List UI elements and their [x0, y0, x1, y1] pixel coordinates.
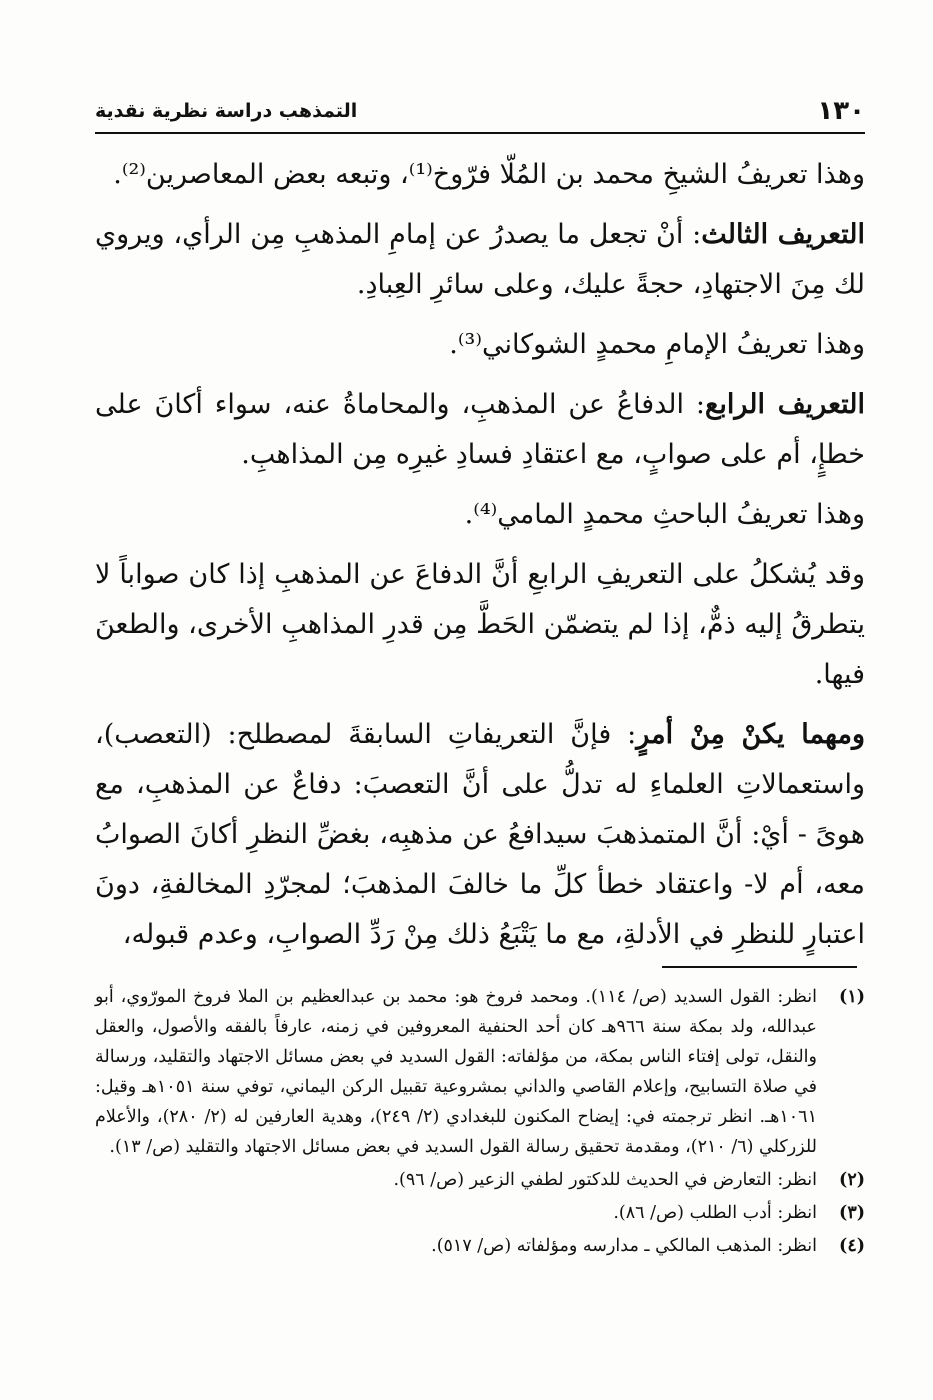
paragraph-3: وهذا تعريفُ الإمامِ محمدٍ الشوكاني⁽³⁾. [449, 329, 865, 360]
footnote-text: انظر: القول السديد (ص/ ١١٤). ومحمد فروخ هو: محمد بن عبدالعظيم بن الملا فروخ المورّوي، أبو عبدالله، ولد بمكة سنة ٩٦٦هـ كان أحد الحنفية المعروفين في زمنه، عارفاً بالفقه والأصول، والعقل والنقل، تولى إفتاء الناس بمكة، من مؤلفاته: القول السديد في بعض مسائل الاجتهاد والتقليد، ورسالة في صلاة التسابيح، وإعلام القاصي والداني بمشروعية تقبيل الركن اليماني، توفي سنة ١٠٥١هـ وقيل: ١٠٦١هـ. انظر ترجمته في: إيضاح المكنون للبغدادي (٢/ ٢٤٩)، وهدية العارفين له (٢/ ٢٨٠)، والأعلام للزركلي (٦/ ٢١٠)، ومقدمة تحقيق رسالة القول السديد في بعض مسائل الاجتهاد والتقليد (ص/ ١٣). [95, 987, 818, 1157]
conclusion-heading: ومهما يكنْ مِنْ أمرٍ [636, 719, 866, 750]
page-header [95, 96, 865, 134]
footnotes [95, 982, 865, 1264]
footnote-number: (١) [839, 987, 865, 1007]
conclusion-text: : فإنَّ التعريفاتِ السابقةَ لمصطلح: (التعصب)، واستعمالاتِ العلماءِ له تدلُّ على أنَّ التعصبَ: دفاعٌ عن المذهبِ، مع هوىً - أيْ: أنَّ المتمذهبَ سيدافعُ عن مذهبِه، بغضِّ النظرِ أكانَ الصوابُ معه، أم لا- واعتقاد خطأ كلِّ ما خالفَ المذهبَ؛ لمجرّدِ المخالفةِ، دونَ اعتبارٍ للنظرِ في الأدلةِ، مع ما يَتْبَعُ ذلك مِنْ رَدِّ الصوابِ، وعدم قبوله، [95, 719, 865, 950]
running-title: التمذهب دراسة نظرية نقدية [95, 100, 358, 122]
footnote-1 [95, 982, 865, 1162]
page-number: ١٣٠ [817, 96, 865, 126]
footnote-number: (٤) [839, 1236, 865, 1256]
footnote-text: انظر: المذهب المالكي ـ مدارسه ومؤلفاته (ص/ ٥١٧). [431, 1236, 817, 1256]
footnote-text: انظر: أدب الطلب (ص/ ٨٦). [613, 1203, 817, 1223]
definition-four-text: : الدفاعُ عن المذهبِ، والمحاماةُ عنه، سواء أكانَ على خطإٍ، أم على صوابٍ، مع اعتقادِ فسادِ غيرِه مِن المذاهبِ. [95, 389, 865, 470]
definition-three-text: : أنْ تجعل ما يصدرُ عن إمامِ المذهبِ مِن الرأي، ويروي لك مِنَ الاجتهادِ، حجةً عليك، وعلى سائرِ العِبادِ. [95, 219, 865, 300]
main-text [95, 150, 865, 970]
footnote-separator [662, 966, 857, 968]
paragraph-2 [95, 210, 865, 310]
paragraph-6: وقد يُشكلُ على التعريفِ الرابعِ أنَّ الدفاعَ عن المذهبِ إذا كان صواباً لا يتطرقُ إليه ذمٌّ، إذا لم يتضمّن الحَطَّ مِن قدرِ المذاهبِ الأخرى، والطعنَ فيها. [95, 559, 865, 690]
footnote-text: انظر: التعارض في الحديث للدكتور لطفي الزعير (ص/ ٩٦). [393, 1170, 817, 1190]
paragraph-5: وهذا تعريفُ الباحثِ محمدٍ المامي⁽⁴⁾. [464, 499, 865, 530]
footnote-number: (٢) [839, 1170, 865, 1190]
footnote-2 [95, 1165, 865, 1195]
paragraph-1: وهذا تعريفُ الشيخِ محمد بن المُلّا فرّوخ⁽¹⁾، وتبعه بعض المعاصرين⁽²⁾. [113, 159, 865, 190]
footnote-4 [95, 1231, 865, 1261]
paragraph-4 [95, 380, 865, 480]
definition-four-heading: التعريف الرابع [705, 389, 865, 420]
definition-three-heading: التعريف الثالث [701, 219, 865, 250]
footnote-3 [95, 1198, 865, 1228]
footnote-number: (٣) [839, 1203, 865, 1223]
paragraph-7 [95, 710, 865, 960]
